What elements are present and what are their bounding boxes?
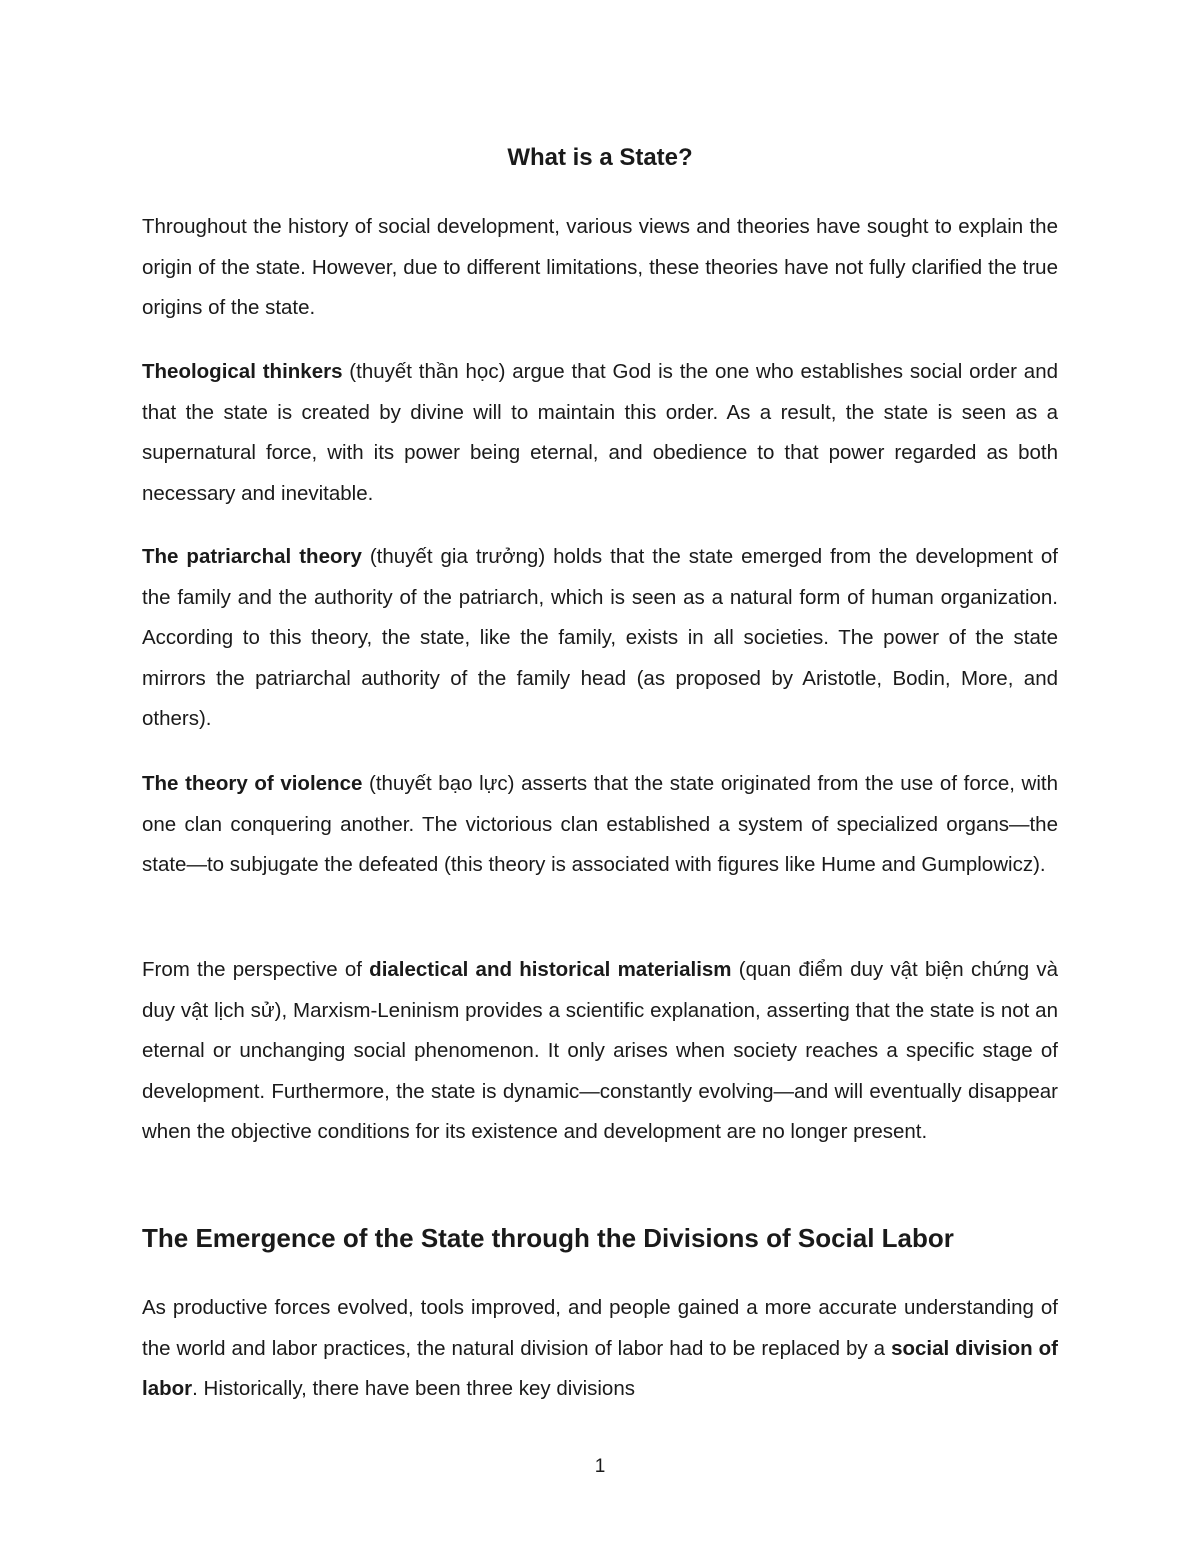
term-social-division-of-labor: social division of labor [142, 1336, 1058, 1401]
term-theological-thinkers: Theological thinkers [142, 360, 343, 383]
page-number: 1 [594, 1456, 606, 1477]
paragraph-patriarchal [142, 537, 1058, 740]
page-title: What is a State? [507, 144, 693, 171]
term-theory-of-violence: The theory of violence [142, 772, 363, 795]
paragraph-text: (thuyết thần học) argue that God is the one who establishes social order and that the state is created by divine will to maintain this order. As a result, the state is seen as a supernatural force, with its power being eternal, and obedience to that power regarded as both necessary and inevitable. [142, 360, 1058, 505]
paragraph-text: (thuyết gia trưởng) holds that the state emerged from the development of the family and the authority of the patriarch, which is seen as a natural form of human organization. According to this theory, the state, like the family, exists in all societies. The power of the state mirrors the patriarchal authority of the family head (as proposed by Aristotle, Bodin, More, and others). [142, 545, 1058, 731]
paragraph-marxist [142, 950, 1058, 1153]
term-dialectical-materialism: dialectical and historical materialism [369, 958, 732, 981]
paragraph-violence [142, 764, 1058, 886]
paragraph-social-labor [142, 1288, 1058, 1410]
paragraph-theological [142, 352, 1058, 514]
paragraph-lead-text: From the perspective of [142, 958, 370, 981]
section-heading: The Emergence of the State through the Divisions of Social Labor [142, 1223, 954, 1253]
paragraph-text: (thuyết bạo lực) asserts that the state originated from the use of force, with one clan conquering another. The victorious clan established a system of specialized organs—the state—to subjugate the defeated (this theory is associated with figures like Hume and Gumplowicz). [142, 772, 1058, 877]
term-patriarchal-theory: The patriarchal theory [142, 545, 362, 568]
paragraph-text: (quan điểm duy vật biện chứng và duy vật lịch sử), Marxism-Leninism provides a scientific explanation, asserting that the state is not an eternal or unchanging social phenomenon. It only arises when society reaches a specific stage of development. Furthermore, the state is dynamic—constantly evolving—and will eventually disappear when the objective conditions for its existence and development are no longer present. [142, 958, 1058, 1144]
paragraph-lead-text: As productive forces evolved, tools improved, and people gained a more accurate understanding of the world and labor practices, the natural division of labor had to be replaced by a [142, 1296, 1058, 1360]
paragraph-text: Throughout the history of social development, various views and theories have sought to explain the origin of the state. However, due to different limitations, these theories have not fully clarified the true origins of the state. [142, 215, 1058, 320]
paragraph-text: . Historically, there have been three key divisions [192, 1377, 635, 1401]
paragraph-intro [142, 207, 1058, 329]
